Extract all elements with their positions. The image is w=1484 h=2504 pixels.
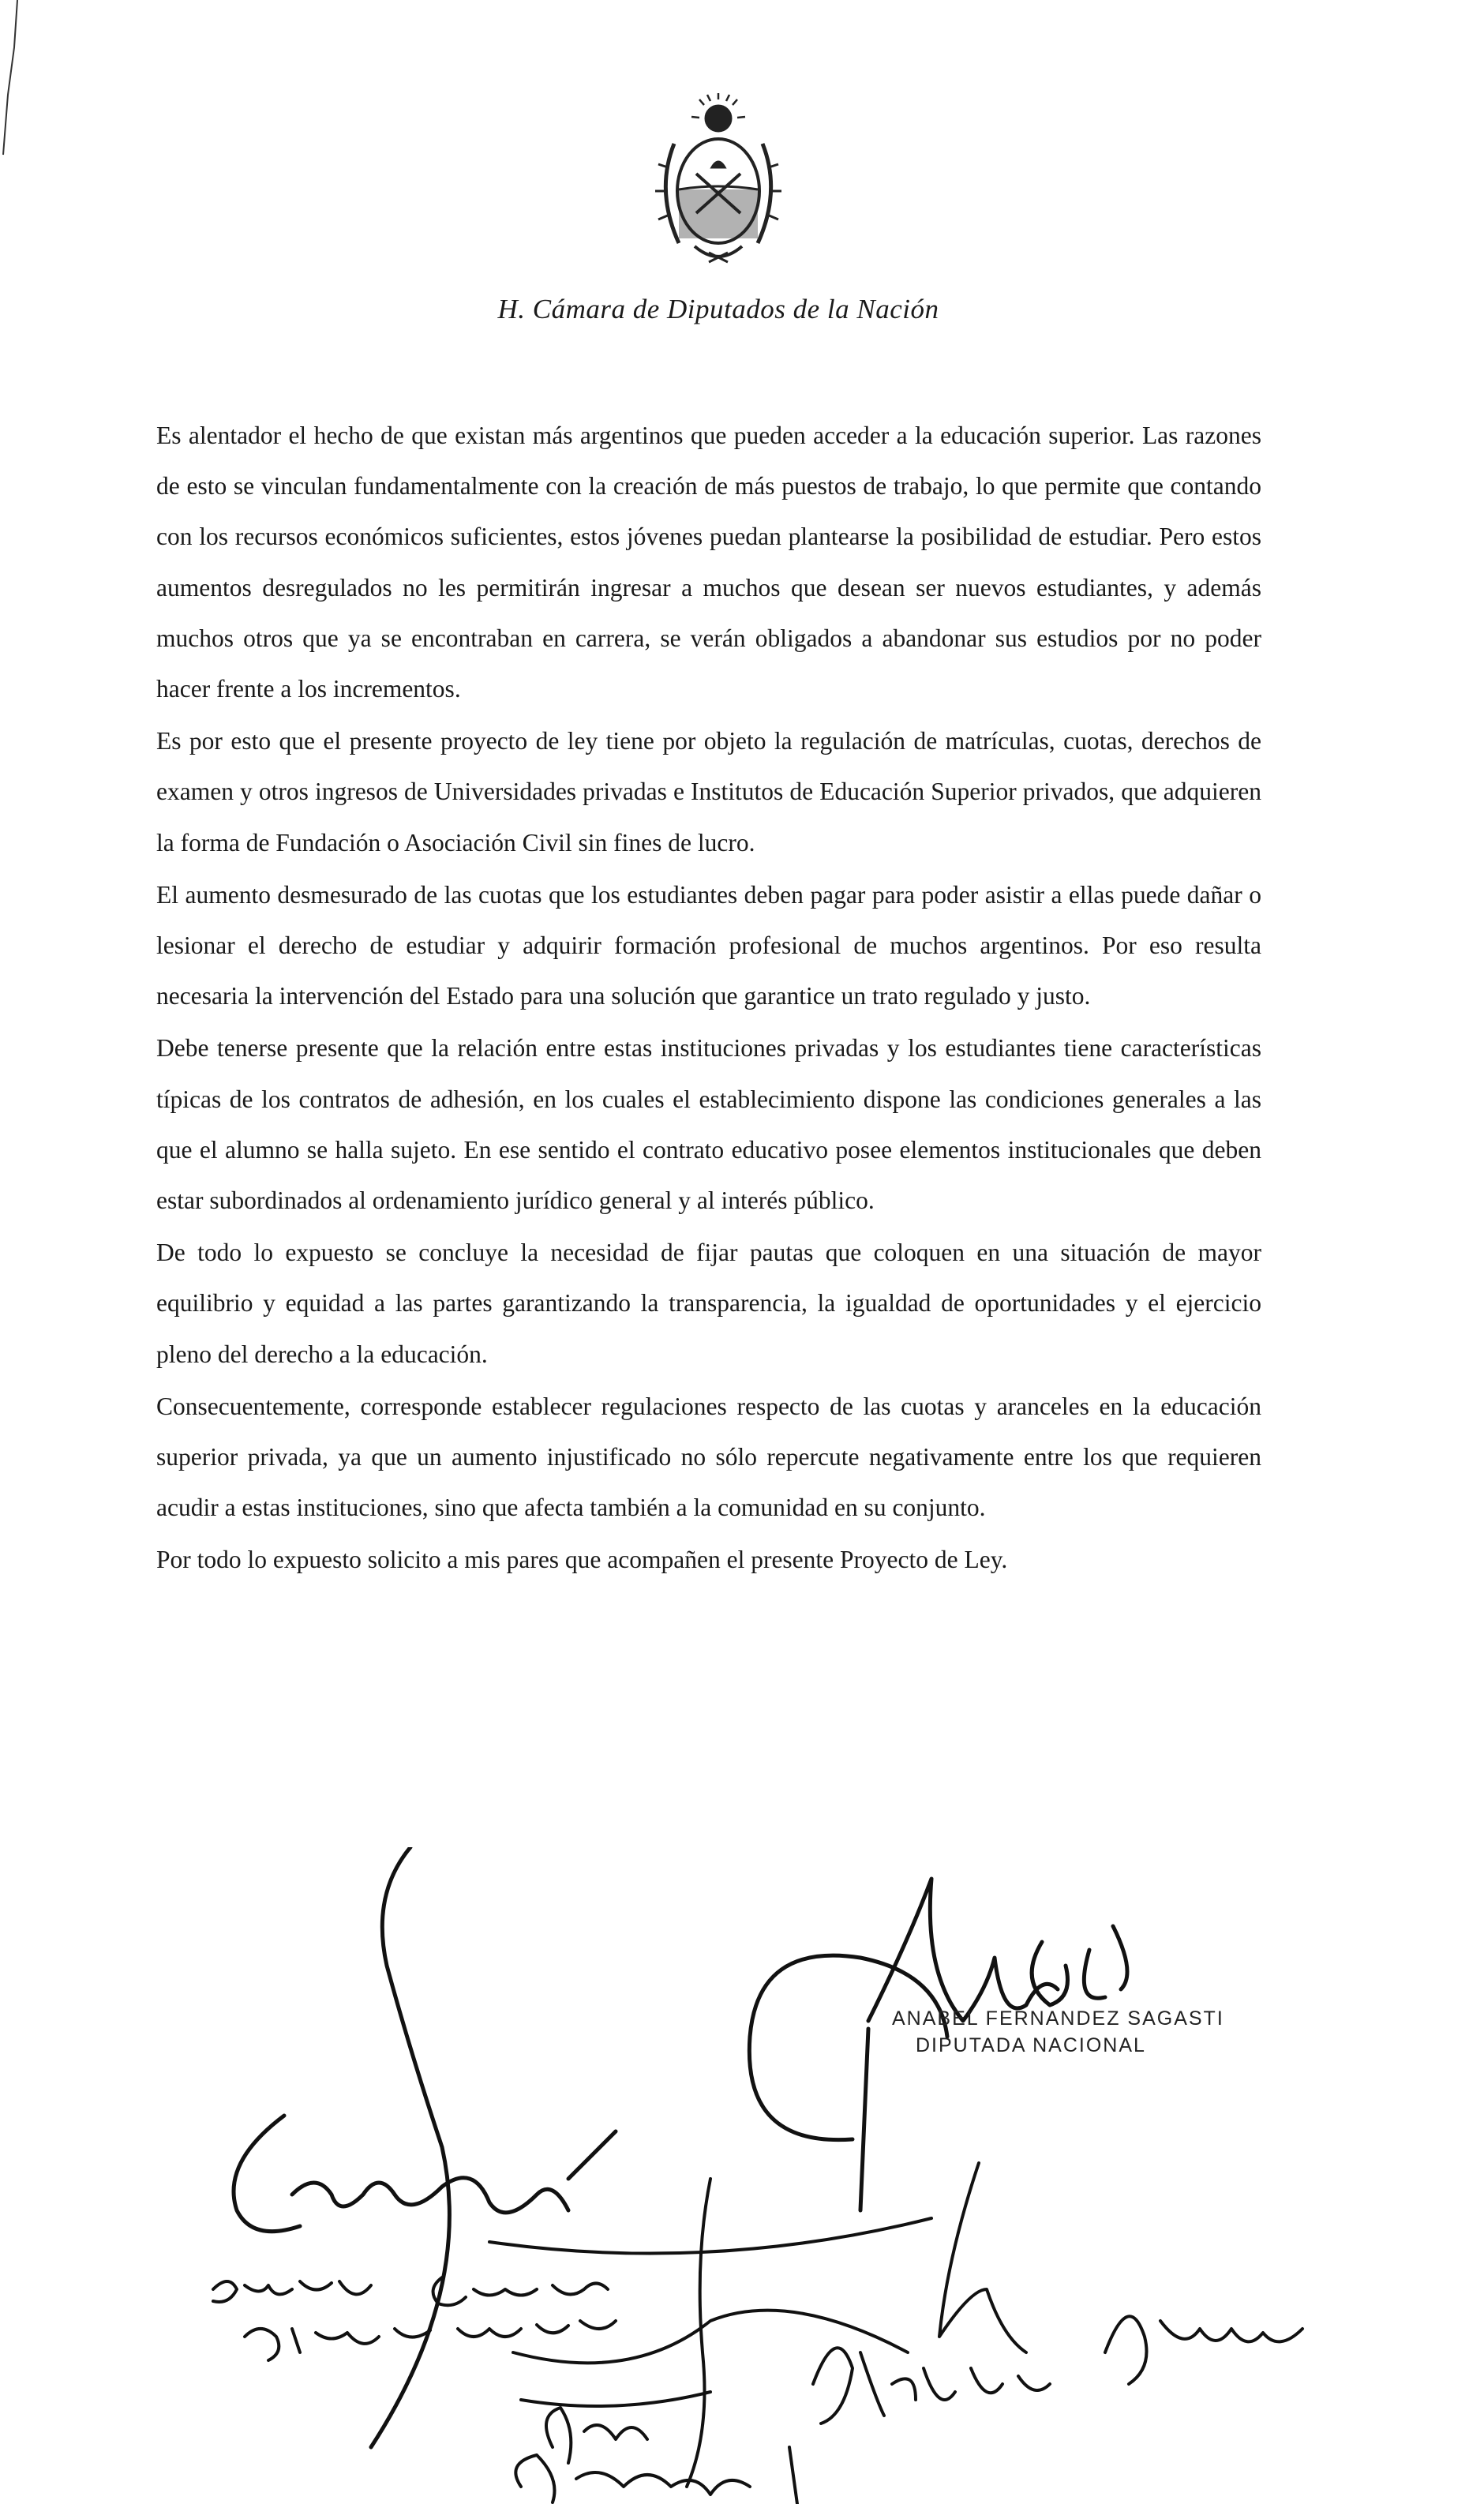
signatures-block [0,1847,1484,2504]
paragraph: Por todo lo expuesto solicito a mis pares que acompañen el presente Proyecto de Ley. [156,1546,1008,1574]
margin-pen-stroke [0,0,32,158]
paragraph: Consecuentemente, corresponde establecer regulaciones respecto de las cuotas y aranceles en la educación superior privada, ya que un aumento injustificado no sólo repercute negativamente entre los que requieren acudir a estas instituciones, sino que afecta también a la comunidad en su conjunto. [156,1392,1261,1522]
paragraph: De todo lo expuesto se concluye la necesidad de fijar pautas que coloquen en una situación de mayor equilibrio y equidad a las partes garantizando la transparencia, la igualdad de oportunidades y el ejercicio pleno del derecho a la educación. [156,1239,1261,1368]
handwritten-carmona-name [213,2277,616,2360]
paragraph: Debe tenerse presente que la relación entre estas instituciones privadas y los estudiantes tiene características típicas de los contratos de adhesión, en los cuales el establecimiento dispone las condiciones generales a las que el alumno se halla sujeto. En ese sentido el contrato educativo posee elementos institucionales que deben estar subordinados al ordenamiento jurídico general y al interés público. [156,1034,1261,1215]
signature-carmona [234,1847,616,2447]
stamp-title: DIPUTADA NACIONAL [916,2034,1146,2056]
signature-comelli [515,2408,797,2504]
paragraph: Es alentador el hecho de que existan más argentinos que pueden acceder a la educación superior. Las razones de esto se vinculan fundamentalmente con la creación de más puestos de trabajo, lo que permite que contando con los recursos económicos suficientes, estos jóvenes puedan plantearse la posibilidad de estudiar. Pero estos aumentos desregulados no les permitirán ingresar a muchos que desean ser nuevos estudiantes, y además muchos otros que ya se encontraban en carrera, se verán obligados a abandonar sus estudios por no poder hacer frente a los incrementos. [156,422,1261,703]
stamp-name: ANABEL FERNANDEZ SAGASTI [892,2007,1224,2030]
document-body [156,410,1261,1587]
signature-abraham [813,2163,1302,2423]
signature-stamp [892,2005,1255,2059]
escudo-nacional-argentino-icon [647,88,789,270]
paragraph: Es por esto que el presente proyecto de ley tiene por objeto la regulación de matrículas, cuotas, derechos de examen y otros ingresos de Universidades privadas e Institutos de Educación Superior privados, que adquieren la forma de Fundación o Asociación Civil sin fines de lucro. [156,727,1261,857]
paragraph: El aumento desmesurado de las cuotas que los estudiantes deben pagar para poder asistir a ellas puede dañar o lesionar el derecho de estudiar y adquirir formación profesional de muchos argentinos. Por eso resulta necesaria la intervención del Estado para una solución que garantice un trato regulado y justo. [156,880,1261,1010]
chamber-name: H. Cámara de Diputados de la Nación [497,294,939,324]
